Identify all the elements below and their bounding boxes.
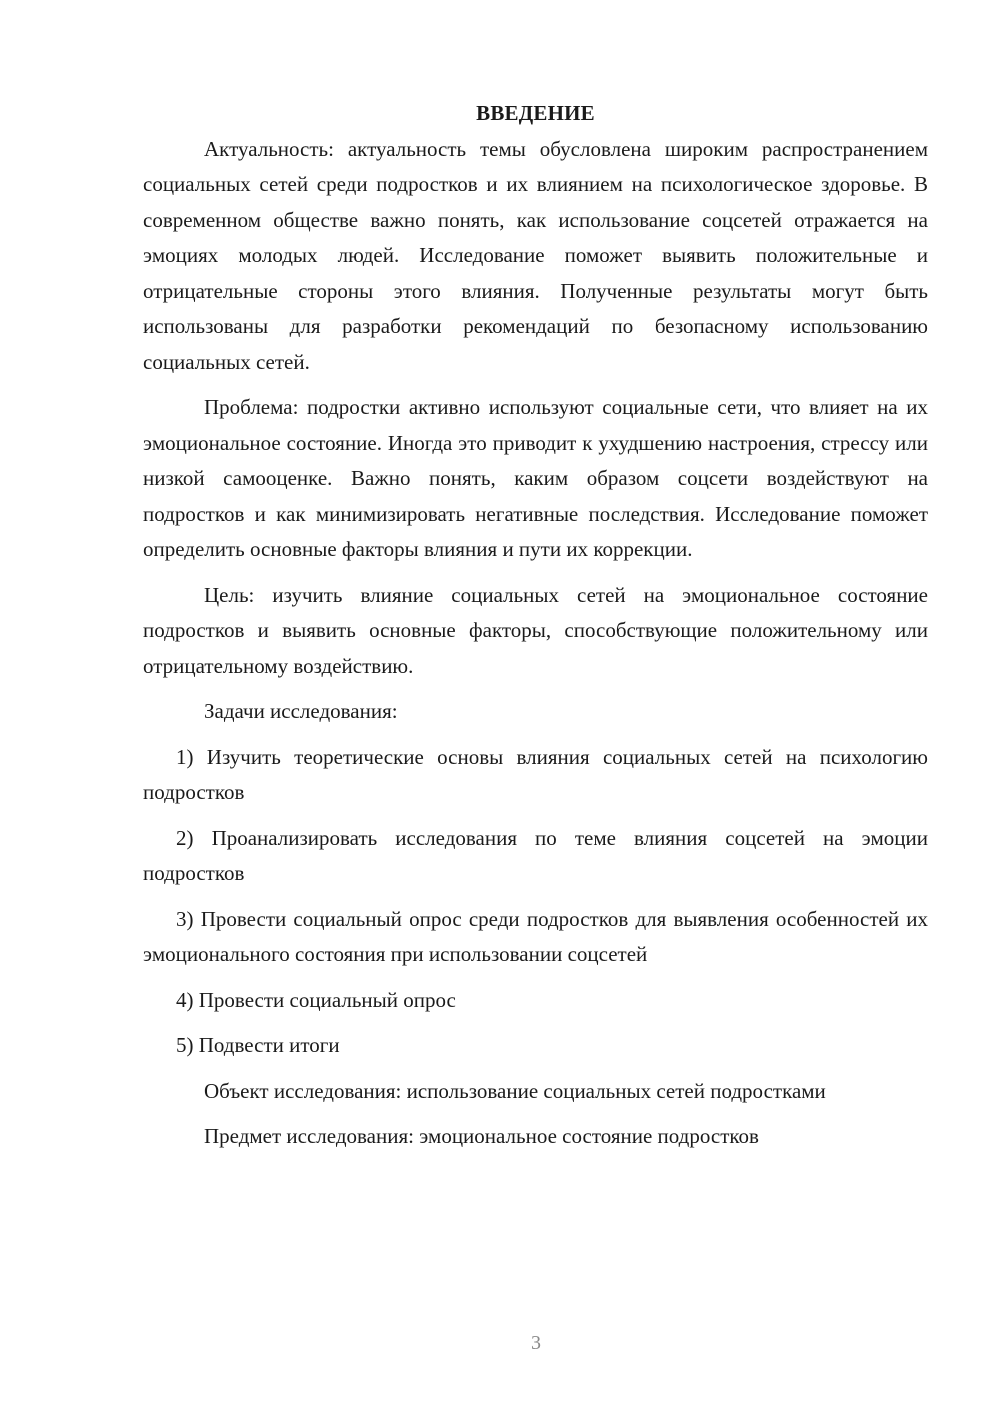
research-subject-paragraph: Предмет исследования: эмоциональное состояние подростков [204, 1124, 759, 1148]
task-item-4: 4) Провести социальный опрос [176, 987, 456, 1012]
tasks-heading: Задачи исследования: [204, 699, 398, 723]
task-item-2: 2) Проанализировать исследования по теме влияния соцсетей на эмоции подростков [143, 825, 928, 885]
page-number: 3 [531, 1332, 541, 1354]
problem-paragraph: Проблема: подростки активно используют социальные сети, что влияет на их эмоциональное состояние. Иногда это приводит к ухудшению настроения, стрессу или низкой самооценке. Важно понять, каким образом соцсети воздействуют на подростков и как минимизировать негативные последствия. Исследование поможет определить основные факторы влияния и пути их коррекции. [143, 395, 928, 561]
task-item-3: 3) Провести социальный опрос среди подростков для выявления особенностей их эмоционального состояния при использовании соцсетей [143, 906, 928, 966]
page-content [143, 96, 928, 1155]
task-item-5: 5) Подвести итоги [176, 1033, 340, 1057]
page-title: ВВЕДЕНИЕ [476, 101, 595, 125]
research-object-paragraph: Объект исследования: использование социальных сетей подростками [204, 1078, 826, 1103]
relevance-paragraph: Актуальность: актуальность темы обусловлена широким распространением социальных сетей среди подростков и их влиянием на психологическое здоровье. В современном обществе важно понять, как использование соцсетей отражается на эмоциях молодых людей. Исследование поможет выявить положительные и отрицательные стороны этого влияния. Полученные результаты могут быть использованы для разработки рекомендаций по безопасному использованию социальных сетей. [143, 136, 928, 374]
task-item-1: 1) Изучить теоретические основы влияния социальных сетей на психологию подростков [143, 744, 928, 804]
goal-paragraph: Цель: изучить влияние социальных сетей на эмоциональное состояние подростков и выявить основные факторы, способствующие положительному или отрицательному воздействию. [143, 582, 928, 678]
